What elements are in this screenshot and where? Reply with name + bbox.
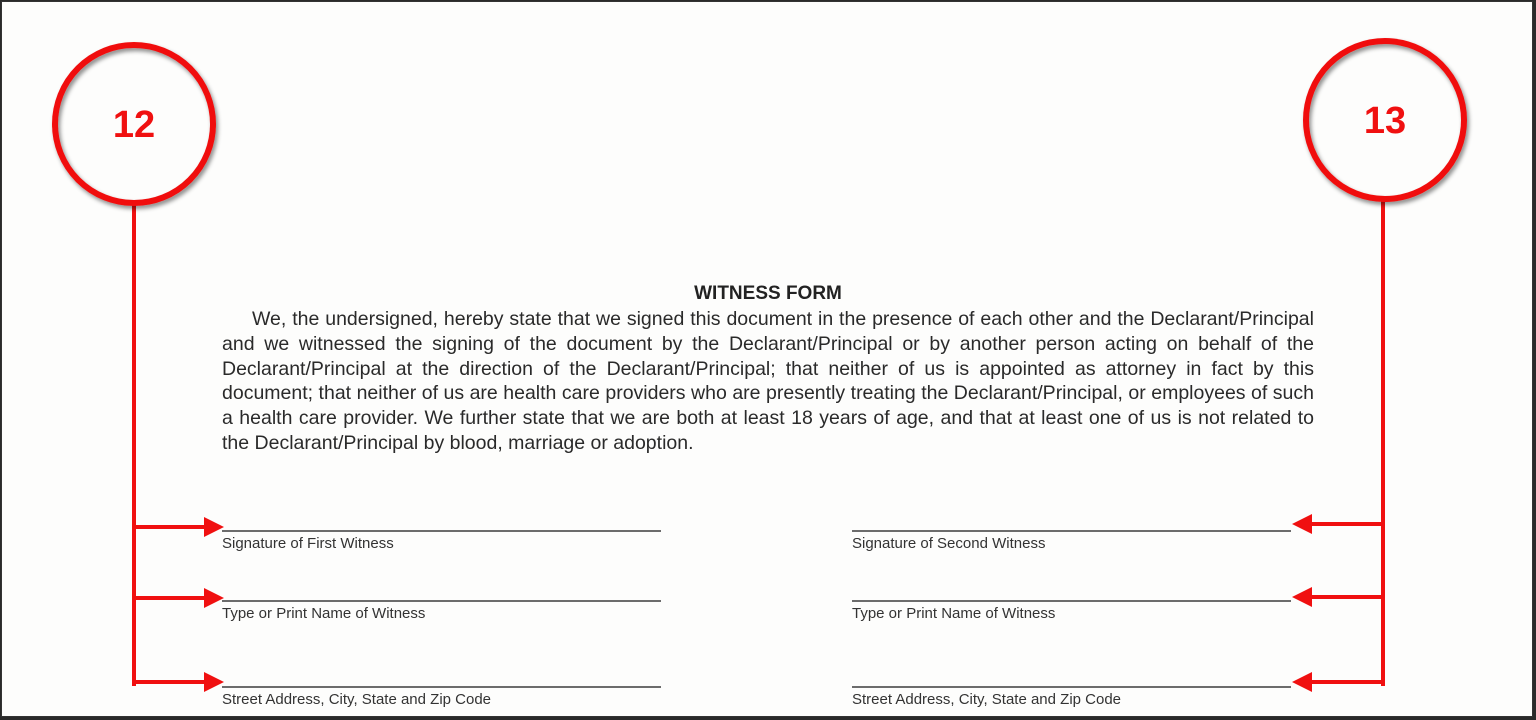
form-title: WITNESS FORM: [694, 283, 842, 304]
second-witness-name-label: Type or Print Name of Witness: [852, 605, 1056, 622]
second-witness-address-label: Street Address, City, State and Zip Code: [852, 691, 1122, 708]
callout-13-connector: [1292, 200, 1383, 692]
second-witness-signature-label: Signature of Second Witness: [852, 535, 1046, 552]
first-witness-name-label: Type or Print Name of Witness: [222, 605, 426, 622]
callout-12-label: 12: [112, 104, 156, 146]
first-witness-address-label: Street Address, City, State and Zip Code: [222, 691, 492, 708]
callout-13-label: 13: [1363, 100, 1407, 142]
callout-12-connector: [134, 205, 224, 692]
witness-statement: We, the undersigned, hereby state that we signed this document in the presence of each other and the Declarant/Principal and we witnessed the signing of the document by the Declarant/Principal or by another person acting on behalf of the Declarant/Principal at the direction of the Declarant/Principal; that neither of us is appointed as attorney in fact by this document; that neither of us are health care providers who are presently treating the Declarant/Principal, or employees of such a health care provider. We further state that we are both at least 18 years of age, and that at least one of us is not related to the Declarant/Principal by blood, marriage or adoption.: [222, 308, 1314, 454]
first-witness-signature-label: Signature of First Witness: [222, 535, 394, 552]
